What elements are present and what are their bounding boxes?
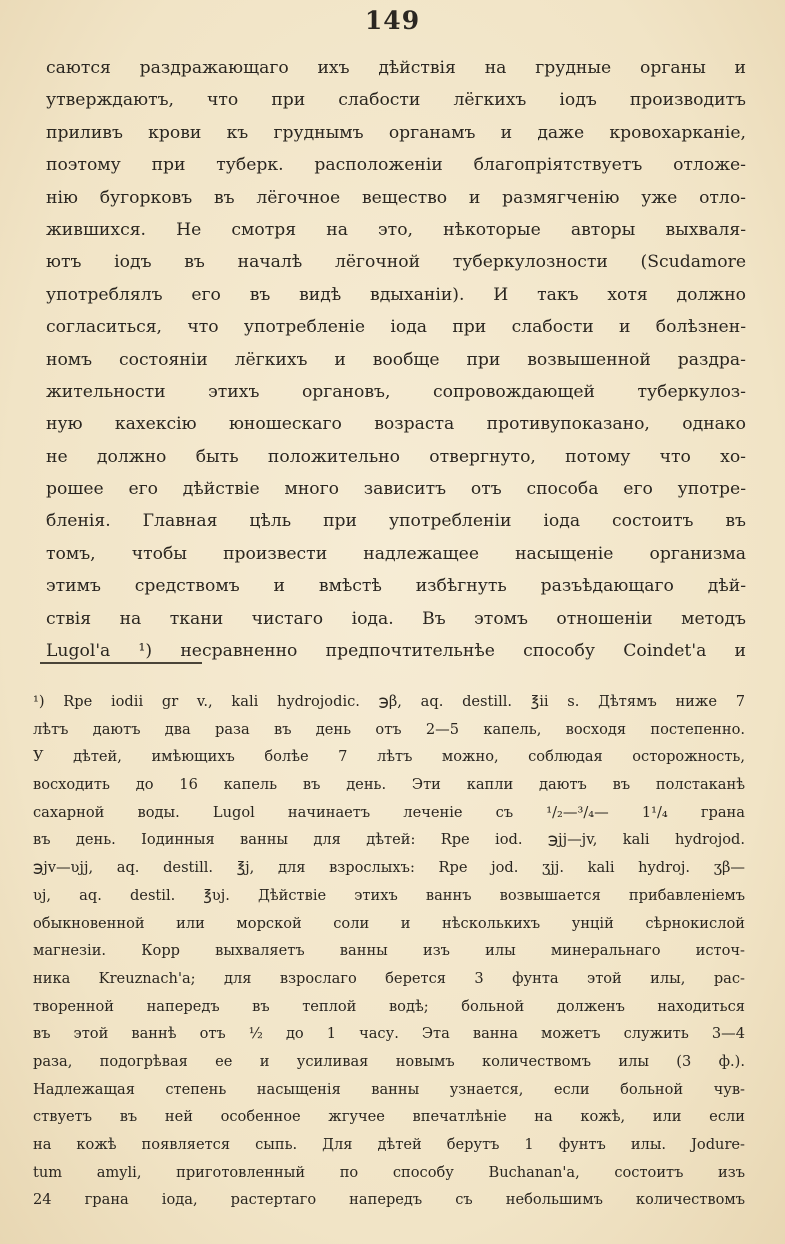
main-text-line: согласиться, что употребленіе іода при слабости и болѣзнен- [46, 317, 746, 338]
footnote-line: ʋj, aq. destil. ℥ʋj. Дѣйствіе этихъ ваннъ возвышается прибавленіемъ [33, 886, 745, 904]
main-text-line: рошее его дѣйствіе много зависитъ отъ способа его употре- [46, 479, 746, 500]
footnote-line: tum amyli, приготовленный по способу Buchanan'а, состоитъ изъ [33, 1163, 745, 1181]
main-text-line: этимъ средствомъ и вмѣстѣ избѣгнуть разъѣдающаго дѣй- [46, 576, 746, 597]
footnote-line: У дѣтей, имѣющихъ болѣе 7 лѣтъ можно, соблюдая осторожность, [33, 748, 745, 766]
footnote-line: магнезіи. Корр выхваляетъ ванны изъ илы минеральнаго источ- [33, 942, 745, 960]
main-text-line: номъ состояніи лёгкихъ и вообще при возвышенной раздра- [46, 349, 746, 370]
page-number: 149 [364, 6, 421, 35]
main-text-line: ствія на ткани чистаго іода. Въ этомъ отношеніи методъ [46, 608, 746, 629]
footnote-line: ¹) Rpe iodii gr v., kali hydrojodic. ℈β, aq. destill. ℥ii s. Дѣтямъ ниже 7 [33, 693, 745, 710]
main-text-line: утверждаютъ, что при слабости лёгкихъ іодъ производитъ [46, 90, 746, 111]
main-text-line: Lugol'а ¹) несравненно предпочтительнѣе способу Coindet'а и [46, 641, 746, 662]
footnote-line: восходить до 16 капель въ день. Эти капли даютъ въ полстаканѣ [33, 776, 745, 794]
footnote-line: ℈jv—ʋjj, aq. destill. ℥j, для взрослыхъ: Rpe jod. ʒjj. kali hydroj. ʒβ— [33, 859, 745, 877]
footnote-line: обыкновенной или морской соли и нѣсколькихъ унцій сѣрнокислой [33, 914, 745, 932]
footnote-separator-rule [40, 662, 202, 664]
main-text-line: употреблялъ его въ видѣ вдыханіи). И такъ хотя должно [46, 284, 746, 305]
main-text-line: жительности этихъ органовъ, сопровождающей туберкулоз- [46, 381, 746, 402]
footnote-line: ника Kreuznach'а; для взрослаго берется 3 фунта этой илы, рас- [33, 969, 745, 987]
footnote-line: въ день. Іодинныя ванны для дѣтей: Rpe iod. ℈jj—jv, kali hydrojod. [33, 831, 745, 849]
main-text-line: приливъ крови къ груднымъ органамъ и даже кровохарканіе, [46, 122, 746, 143]
footnote-line: на кожѣ появляется сыпь. Для дѣтей берутъ 1 фунтъ илы. Jodure- [33, 1136, 745, 1153]
main-text-line: бленія. Главная цѣль при употребленіи іода состоитъ въ [46, 511, 746, 532]
main-text-line: нію бугорковъ въ лёгочное вещество и размягченію уже отло- [46, 187, 746, 208]
main-text-line: саются раздражающаго ихъ дѣйствія на грудные органы и [46, 58, 746, 78]
main-text-line: ную кахексію юношескаго возраста противупоказано, однако [46, 414, 746, 435]
footnote-line: Надлежащая степень насыщенія ванны узнается, если больной чув- [33, 1080, 745, 1098]
main-text-line: ютъ іодъ въ началѣ лёгочной туберкулозности (Scudamore [46, 252, 746, 273]
footnote-line: ствуетъ въ ней особенное жгучее впечатлѣніе на кожѣ, или если [33, 1108, 745, 1126]
footnote-line: въ этой ваннѣ отъ ½ до 1 часу. Эта ванна можетъ служить 3—4 [33, 1025, 745, 1043]
footnote-line: творенной напередъ въ теплой водѣ; больной долженъ находиться [33, 997, 745, 1015]
footnote-line: лѣтъ даютъ два раза въ день отъ 2—5 капель, восходя постепенно. [33, 720, 745, 738]
main-text-line: поэтому при туберк. расположеніи благопріятствуетъ отложе- [46, 155, 746, 176]
main-text-block [46, 52, 746, 667]
footnote-line: 24 грана іода, растертаго напередъ съ небольшимъ количествомъ [33, 1191, 745, 1209]
footnote-line: сахарной воды. Lugol начинаетъ леченіе съ ¹/₂—³/₄— 1¹/₄ грана [33, 803, 745, 821]
main-text-line: жившихся. Не смотря на это, нѣкоторые авторы выхваля- [46, 219, 746, 240]
main-text-line: не должно быть положительно отвергнуто, потому что хо- [46, 446, 746, 467]
footnote-line: раза, подогрѣвая ее и усиливая новымъ количествомъ илы (3 ф.). [33, 1052, 745, 1070]
main-text-line: томъ, чтобы произвести надлежащее насыщеніе организма [46, 543, 746, 564]
footnote-block [33, 688, 745, 1214]
